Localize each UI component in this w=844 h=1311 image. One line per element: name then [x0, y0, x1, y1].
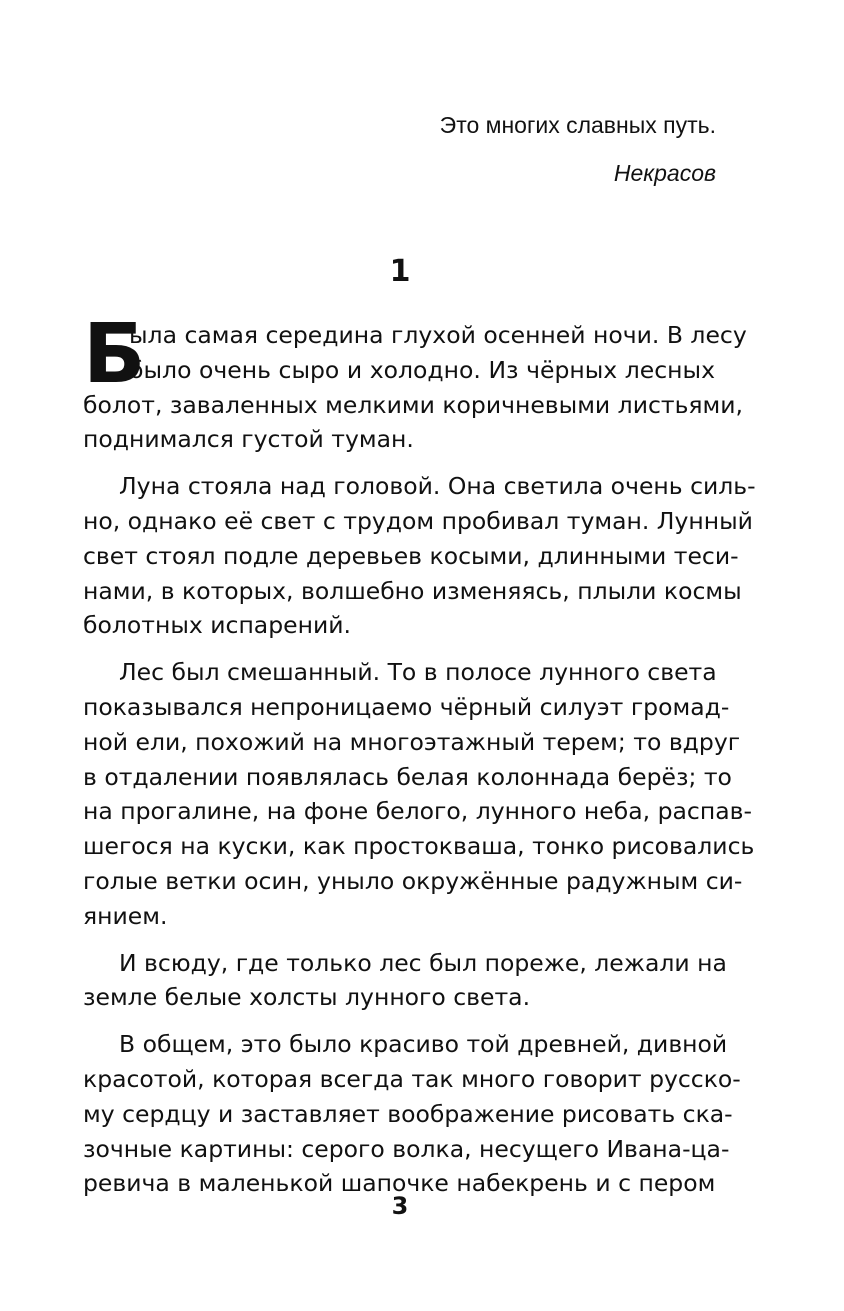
text-line: показывался непроницаемо чёрный силуэт громад-	[83, 692, 730, 721]
text-line: ыла самая середина глухой осенней ночи. В лесу	[129, 321, 747, 349]
text-line: ревича в маленькой шапочке набекрень и с пером	[83, 1169, 716, 1198]
text-line: красотой, которая всегда так много говорит русско-	[83, 1064, 741, 1093]
body-text	[83, 307, 756, 1201]
text-line: поднимался густой туман.	[83, 425, 414, 454]
text-line: И всюду, где только лес был пореже, лежали на	[119, 948, 727, 977]
text-line: было очень сыро и холодно. Из чёрных лесных	[129, 355, 715, 384]
text-line: свет стоял подле деревьев косыми, длинными теси-	[83, 541, 739, 570]
text-line: янием.	[83, 901, 168, 930]
text-line: нами, в которых, волшебно изменяясь, плыли космы	[83, 576, 742, 605]
paragraph-1	[83, 307, 747, 457]
paragraph-3	[83, 655, 755, 933]
text-line: но, однако её свет с трудом пробивал туман. Лунный	[83, 506, 753, 535]
text-line: в отдалении появлялась белая колоннада берёз; то	[83, 762, 732, 791]
chapter-number: 1	[389, 254, 411, 289]
text-line: Луна стояла над головой. Она светила очень силь-	[119, 472, 756, 501]
text-line: Лес был смешанный. То в полосе лунного света	[119, 658, 717, 687]
paragraph-2	[83, 469, 756, 643]
text-line: земле белые холсты лунного света.	[83, 983, 531, 1012]
epigraph-quote: Это многих славных путь.	[439, 112, 716, 138]
drop-cap: Б	[83, 307, 146, 402]
text-line: болотных испарений.	[83, 611, 351, 640]
page-number: 3	[391, 1192, 409, 1220]
text-line: болот, заваленных мелкими коричневыми листьями,	[83, 390, 744, 419]
epigraph	[440, 104, 716, 194]
paragraph-4	[83, 946, 727, 1016]
text-line: му сердцу и заставляет воображение рисовать ска-	[83, 1099, 733, 1128]
epigraph-author: Некрасов	[613, 160, 716, 186]
text-line: В общем, это было красиво той древней, дивной	[119, 1030, 728, 1059]
text-line: ной ели, похожий на многоэтажный терем; то вдруг	[83, 727, 741, 756]
text-line: на прогалине, на фоне белого, лунного неба, распав-	[83, 797, 752, 826]
paragraph-5	[83, 1027, 741, 1201]
text-line: голые ветки осин, уныло окружённые радужным си-	[83, 866, 743, 895]
text-line: шегося на куски, как простокваша, тонко рисовались	[83, 832, 755, 861]
text-line: зочные картины: серого волка, несущего Ивана-ца-	[83, 1134, 730, 1163]
